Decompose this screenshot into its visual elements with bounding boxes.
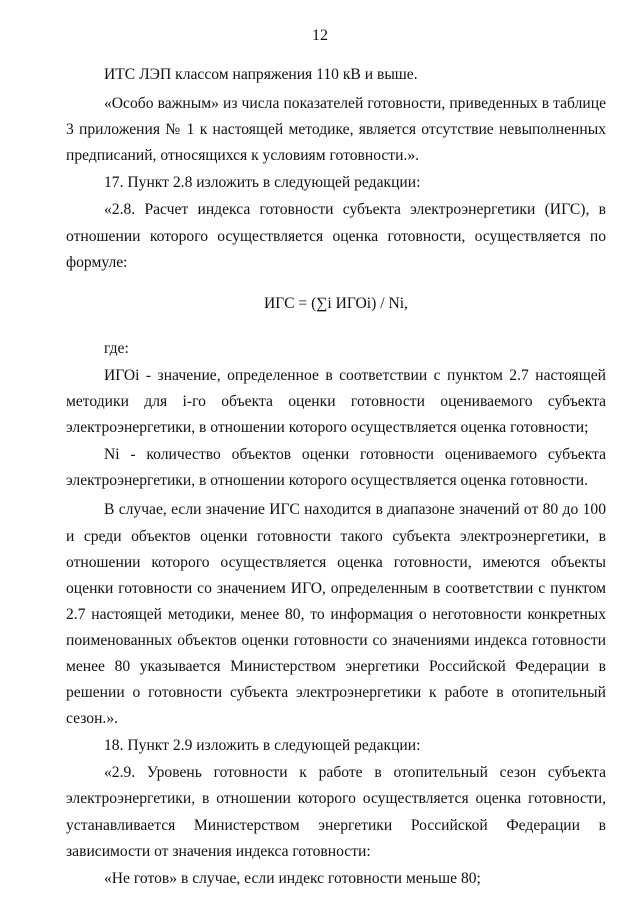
- paragraph-item-17: 17. Пункт 2.8 изложить в следующей редакции:: [104, 174, 421, 192]
- paragraph-igs-range-case: В случае, если значение ИГС находится в диапазоне значений от 80 до 100 и среди объектов оценки готовности такого субъекта электроэнергетики, в отношении которого осуществляется оценка готовности, имеются объекты оценки готовности со значением ИГО, определенным в соответствии с пунктом 2.7 настоящей методики, менее 80, то информация о неготовности конкретных поименованных объектов оценки готовности со значениями индекса готовности менее 80 указывается Министерством энергетики Российской Федерации в решении о готовности субъекта электроэнергетики к работе в отопительный сезон.».: [66, 501, 606, 728]
- page-number: 12: [312, 27, 328, 44]
- document-body: [66, 62, 606, 892]
- paragraph-item-18: 18. Пункт 2.9 изложить в следующей редакции:: [104, 737, 421, 755]
- paragraph-its-lep: ИТС ЛЭП классом напряжения 110 кВ и выше.: [104, 66, 418, 83]
- paragraph-2-8-intro: «2.8. Расчет индекса готовности субъекта электроэнергетики (ИГС), в отношении которого осуществляется оценка готовности, осуществляется по формуле:: [66, 201, 606, 271]
- formula-igs: ИГС = (∑i ИГОi) / Ni,: [264, 294, 408, 312]
- paragraph-especially-important: «Особо важным» из числа показателей готовности, приведенных в таблице 3 приложения № 1 к настоящей методике, является отсутствие невыполненных предписаний, относящихся к условиям готовности.».: [66, 95, 606, 165]
- paragraph-ni-definition: Ni - количество объектов оценки готовности оцениваемого субъекта электроэнергетики, в отношении которого осуществляется оценка готовности.: [66, 446, 606, 490]
- paragraph-not-ready: «Не готов» в случае, если индекс готовности меньше 80;: [104, 869, 481, 887]
- paragraph-2-9-intro: «2.9. Уровень готовности к работе в отопительный сезон субъекта электроэнергетики, в отношении которого осуществляется оценка готовности, устанавливается Министерством энергетики Российской Федерации в зависимости от значения индекса готовности:: [66, 764, 606, 860]
- paragraph-igoi-definition: ИГОi - значение, определенное в соответствии с пунктом 2.7 настоящей методики для i-го объекта оценки готовности оцениваемого субъекта электроэнергетики, в отношении которого осуществляется оценка готовности;: [66, 366, 606, 437]
- paragraph-where: где:: [104, 339, 129, 357]
